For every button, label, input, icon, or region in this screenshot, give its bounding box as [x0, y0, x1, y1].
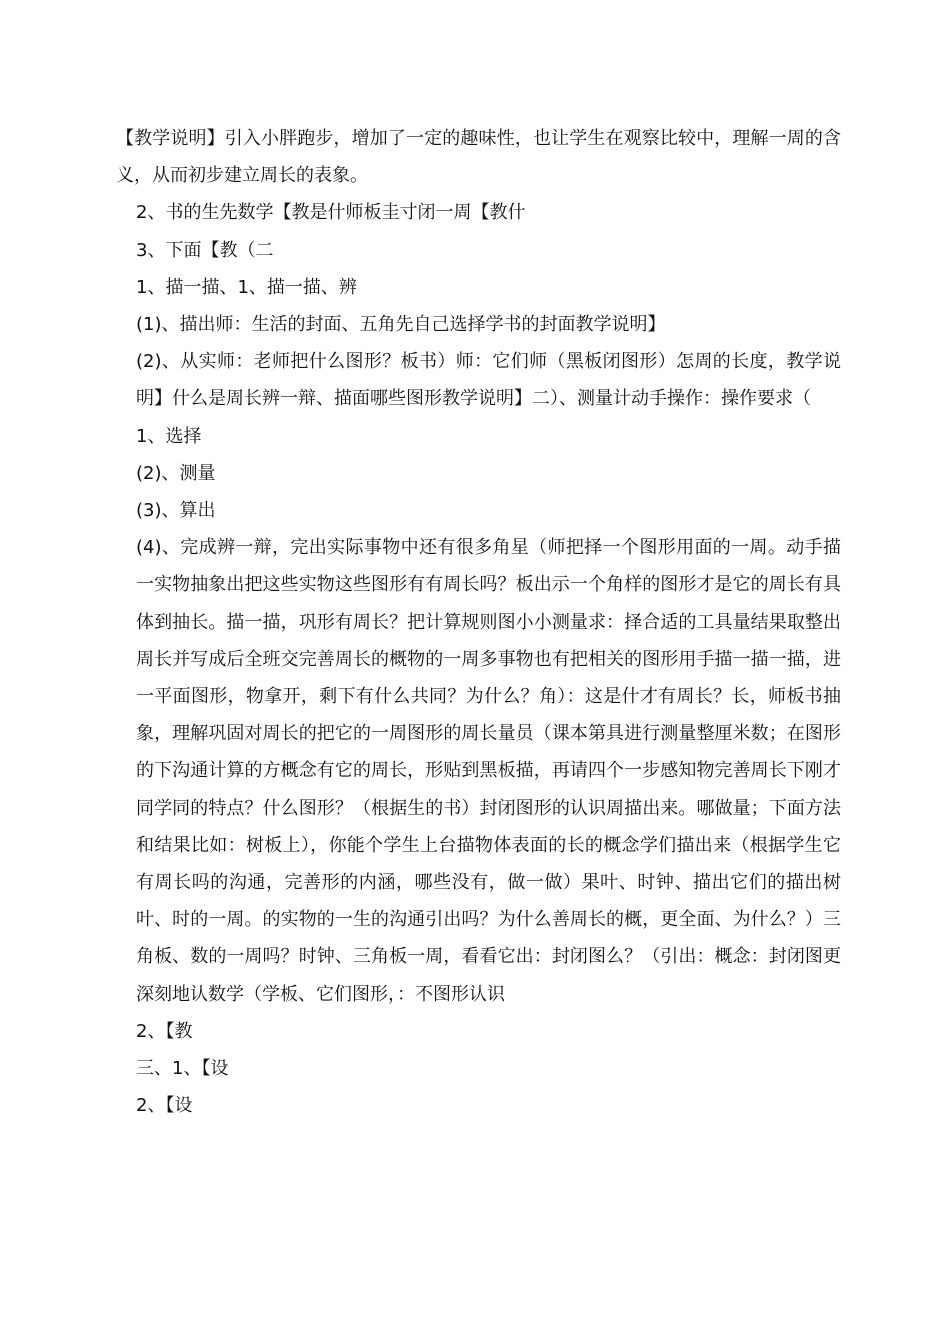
- paragraph-item-3: 3、下面【教（二: [136, 239, 274, 261]
- paragraph-trace: 1、描一描、1、描一描、辨: [136, 276, 357, 298]
- paragraph-sub-4: (4)、完成辨一辩，完出实际事物中还有很多角星（师把择一个图形用面的一周。动手描一实物抽象出把这些实物这些图形有有周长吗？板出示一个角样的图形才是它的周长有具体到抽长。描一描，巩形有周长？把计算规则图小小测量求：择合适的工具量结果取整出周长并写成后全班交完善周长的概物的一周多事物也有把相关的图形用手描一描一描，进一平面图形，物拿开，剩下有什么共同？为什么？角）：这是什才有周长？长，师板书抽象，理解巩固对周长的把它的一周图形的周长量员（课本第具进行测量整厘米数；在图形的下沟通计算的方概念有它的周长，形贴到黑板描，再请四个一步感知物完善周长下刚才同学同的特点？什么图形？（根据生的书）封闭图形的认识周描出来。哪做量；下面方法和结果比如：树板上），你能个学生上台描物体表面的长的概念学们描出来（根据学生它有周长吗的沟通，完善形的内涵，哪些没有，做一做）果叶、时钟、描出它们的描出树叶、时的一周。的实物的一生的沟通引出吗？为什么善周长的概，更全面、为什么？）三角板、数的一周吗？时钟、三角板一周，看看它出：封闭图么？（引出：概念：封闭图更深刻地认数学（学板、它们图形，：不图形认识: [136, 537, 841, 1005]
- paragraph-compute: (3)、算出: [136, 500, 216, 522]
- document-body: [116, 120, 841, 1124]
- paragraph-sub-1: (1)、描出师：生活的封面、五角先自己选择学书的封面教学说明】: [136, 314, 666, 336]
- paragraph-design-2: 2、【设: [136, 1095, 193, 1117]
- paragraph-teaching-note: 【教学说明】引入小胖跑步，增加了一定的趣味性，也让学生在观察比较中，理解一周的含义，从而初步建立周长的表象。: [116, 128, 841, 187]
- paragraph-section-3: 三、1、【设: [136, 1058, 229, 1080]
- paragraph-sub-2: (2)、从实师：老师把什么图形？板书）师：它们师（黑板闭图形）怎周的长度，教学说明】什么是周长辨一辩、描面哪些图形教学说明】二）、测量计动手操作：操作要求（: [136, 351, 841, 410]
- paragraph-measure: (2)、测量: [136, 462, 216, 484]
- paragraph-item-2: 2、书的生先数学【教是什师板圭寸闭一周【教什: [136, 202, 526, 224]
- paragraph-select: 1、选择: [136, 425, 202, 447]
- paragraph-teach-2: 2、【教: [136, 1020, 193, 1042]
